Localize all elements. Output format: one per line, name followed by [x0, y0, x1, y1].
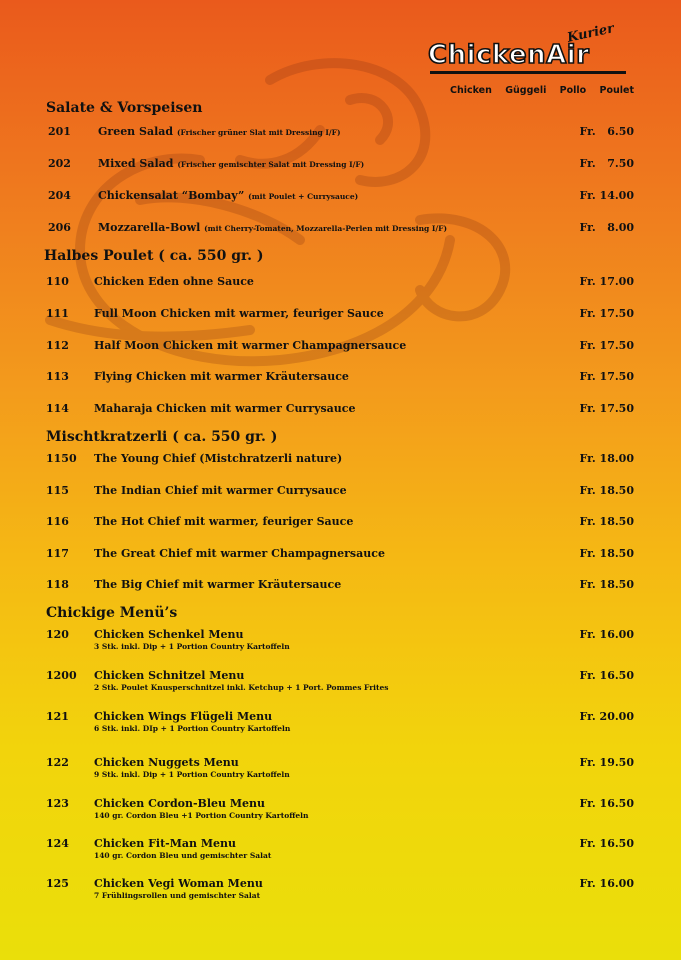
item-subtitle: 3 Stk. inkl. Dip + 1 Portion Country Kartoffeln [94, 642, 290, 651]
item-name-text: Mozzarella-Bowl [98, 221, 201, 234]
item-price: Fr. 20.00 [579, 710, 634, 723]
item-subtitle: 140 gr. Cordon Bleu und gemischter Salat [94, 851, 272, 860]
item-name-text: Half Moon Chicken mit warmer Champagnersauce [94, 339, 407, 352]
item-number: 206 [48, 221, 71, 234]
item-price: Fr. 17.00 [579, 275, 634, 288]
item-name [98, 221, 447, 234]
section-title-menus: Chickige Menü’s [46, 605, 178, 621]
item-name-text: Chicken Wings Flügeli Menu [94, 710, 273, 723]
item-name-text: Chicken Eden ohne Sauce [94, 275, 254, 288]
item-name-text: Chicken Cordon-Bleu Menu [94, 797, 266, 810]
item-name [94, 547, 385, 560]
item-price: Fr. 14.00 [579, 189, 634, 202]
subheader-chicken: Chicken [450, 85, 492, 96]
item-description: (Frischer gemischter Salat mit Dressing I/F) [177, 160, 365, 169]
item-name [94, 756, 239, 769]
item-name-text: Flying Chicken mit warmer Kräutersauce [94, 370, 349, 383]
subheader-gueggeli: Güggeli [505, 85, 547, 96]
item-number: 120 [46, 628, 69, 641]
item-price: Fr. 16.50 [579, 837, 634, 850]
item-subtitle: 6 Stk. inkl. DIp + 1 Portion Country Kartoffeln [94, 724, 291, 733]
section-title-mischtkratzerli: Mischtkratzerli ( ca. 550 gr. ) [46, 429, 278, 445]
item-name [94, 628, 244, 641]
item-number: 116 [46, 515, 69, 528]
item-name-text: Chicken Schenkel Menu [94, 628, 244, 641]
item-subtitle: 7 Frühlingsrollen und gemischter Salat [94, 891, 261, 900]
item-price: Fr. 16.00 [579, 628, 634, 641]
item-number: 122 [46, 756, 69, 769]
item-number: 117 [46, 547, 69, 560]
item-subtitle: 9 Stk. inkl. Dip + 1 Portion Country Kartoffeln [94, 770, 290, 779]
item-number: 201 [48, 125, 71, 138]
item-price: Fr. 18.00 [579, 452, 634, 465]
item-name [98, 157, 364, 170]
item-number: 114 [46, 402, 69, 415]
subheader-poulet: Poulet [599, 85, 634, 96]
item-name-text: Mixed Salad [98, 157, 174, 170]
item-price: Fr. 18.50 [579, 578, 634, 591]
item-price: Fr. 17.50 [579, 402, 634, 415]
item-number: 113 [46, 370, 69, 383]
logo-kurier-text: Kurier [565, 21, 616, 46]
logo-subheader [450, 85, 644, 96]
item-name [94, 339, 406, 352]
item-number: 125 [46, 877, 69, 890]
item-number: 112 [46, 339, 69, 352]
item-description: (mit Poulet + Currysauce) [248, 192, 359, 201]
item-number: 202 [48, 157, 71, 170]
item-price: Fr. 16.50 [579, 797, 634, 810]
item-number: 115 [46, 484, 69, 497]
item-description: (Frischer grüner Slat mit Dressing I/F) [176, 128, 341, 137]
item-price: Fr. 17.50 [579, 339, 634, 352]
item-name-text: The Indian Chief mit warmer Currysauce [94, 484, 347, 497]
logo-underline [430, 71, 626, 74]
item-number: 123 [46, 797, 69, 810]
item-number: 1150 [46, 452, 77, 465]
item-name-text: Green Salad [98, 125, 174, 138]
item-name [94, 710, 272, 723]
item-name-text: The Great Chief mit warmer Champagnersauce [94, 547, 385, 560]
section-title-halbes-poulet: Halbes Poulet ( ca. 550 gr. ) [44, 248, 264, 264]
item-number: 124 [46, 837, 69, 850]
item-name-text: The Hot Chief mit warmer, feuriger Sauce [94, 515, 354, 528]
item-number: 1200 [46, 669, 77, 682]
item-price: Fr. 7.50 [579, 157, 634, 170]
item-name-text: The Young Chief (Mistchratzerli nature) [94, 452, 343, 465]
item-name-text: Chicken Schnitzel Menu [94, 669, 245, 682]
item-number: 110 [46, 275, 69, 288]
item-name [94, 275, 254, 288]
item-description: (mit Cherry-Tomaten, Mozzarella-Perlen mit Dressing I/F) [204, 224, 448, 233]
item-name [94, 452, 342, 465]
item-name [94, 578, 341, 591]
item-name-text: Chicken Nuggets Menu [94, 756, 239, 769]
item-number: 204 [48, 189, 71, 202]
item-name-text: Full Moon Chicken mit warmer, feuriger Sauce [94, 307, 384, 320]
item-name [94, 797, 265, 810]
item-name [94, 837, 236, 850]
item-name [94, 484, 347, 497]
item-price: Fr. 19.50 [579, 756, 634, 769]
item-name [94, 515, 353, 528]
item-subtitle: 140 gr. Cordon Bleu +1 Portion Country Kartoffeln [94, 811, 309, 820]
item-name [94, 402, 356, 415]
item-name [98, 189, 358, 202]
item-name-text: Chickensalat “Bombay” [98, 189, 245, 202]
section-title-salate: Salate & Vorspeisen [46, 100, 203, 116]
item-number: 118 [46, 578, 69, 591]
item-name-text: Chicken Fit-Man Menu [94, 837, 237, 850]
item-number: 121 [46, 710, 69, 723]
item-price: Fr. 8.00 [579, 221, 634, 234]
logo-wordmark: ChickenAir [428, 40, 590, 70]
item-subtitle: 2 Stk. Poulet Knusperschnitzel inkl. Ketchup + 1 Port. Pommes Frites [94, 683, 389, 692]
chickenair-logo [428, 21, 638, 76]
item-name-text: Maharaja Chicken mit warmer Currysauce [94, 402, 356, 415]
item-price: Fr. 6.50 [579, 125, 634, 138]
item-price: Fr. 18.50 [579, 515, 634, 528]
item-name-text: Chicken Vegi Woman Menu [94, 877, 263, 890]
subheader-pollo: Pollo [559, 85, 587, 96]
item-price: Fr. 18.50 [579, 547, 634, 560]
item-name [98, 125, 341, 138]
item-number: 111 [46, 307, 69, 320]
item-price: Fr. 18.50 [579, 484, 634, 497]
item-name-text: The Big Chief mit warmer Kräutersauce [94, 578, 342, 591]
item-price: Fr. 16.50 [579, 669, 634, 682]
item-name [94, 370, 349, 383]
item-name [94, 307, 384, 320]
item-price: Fr. 17.50 [579, 370, 634, 383]
item-price: Fr. 17.50 [579, 307, 634, 320]
item-name [94, 877, 263, 890]
item-price: Fr. 16.00 [579, 877, 634, 890]
item-name [94, 669, 244, 682]
